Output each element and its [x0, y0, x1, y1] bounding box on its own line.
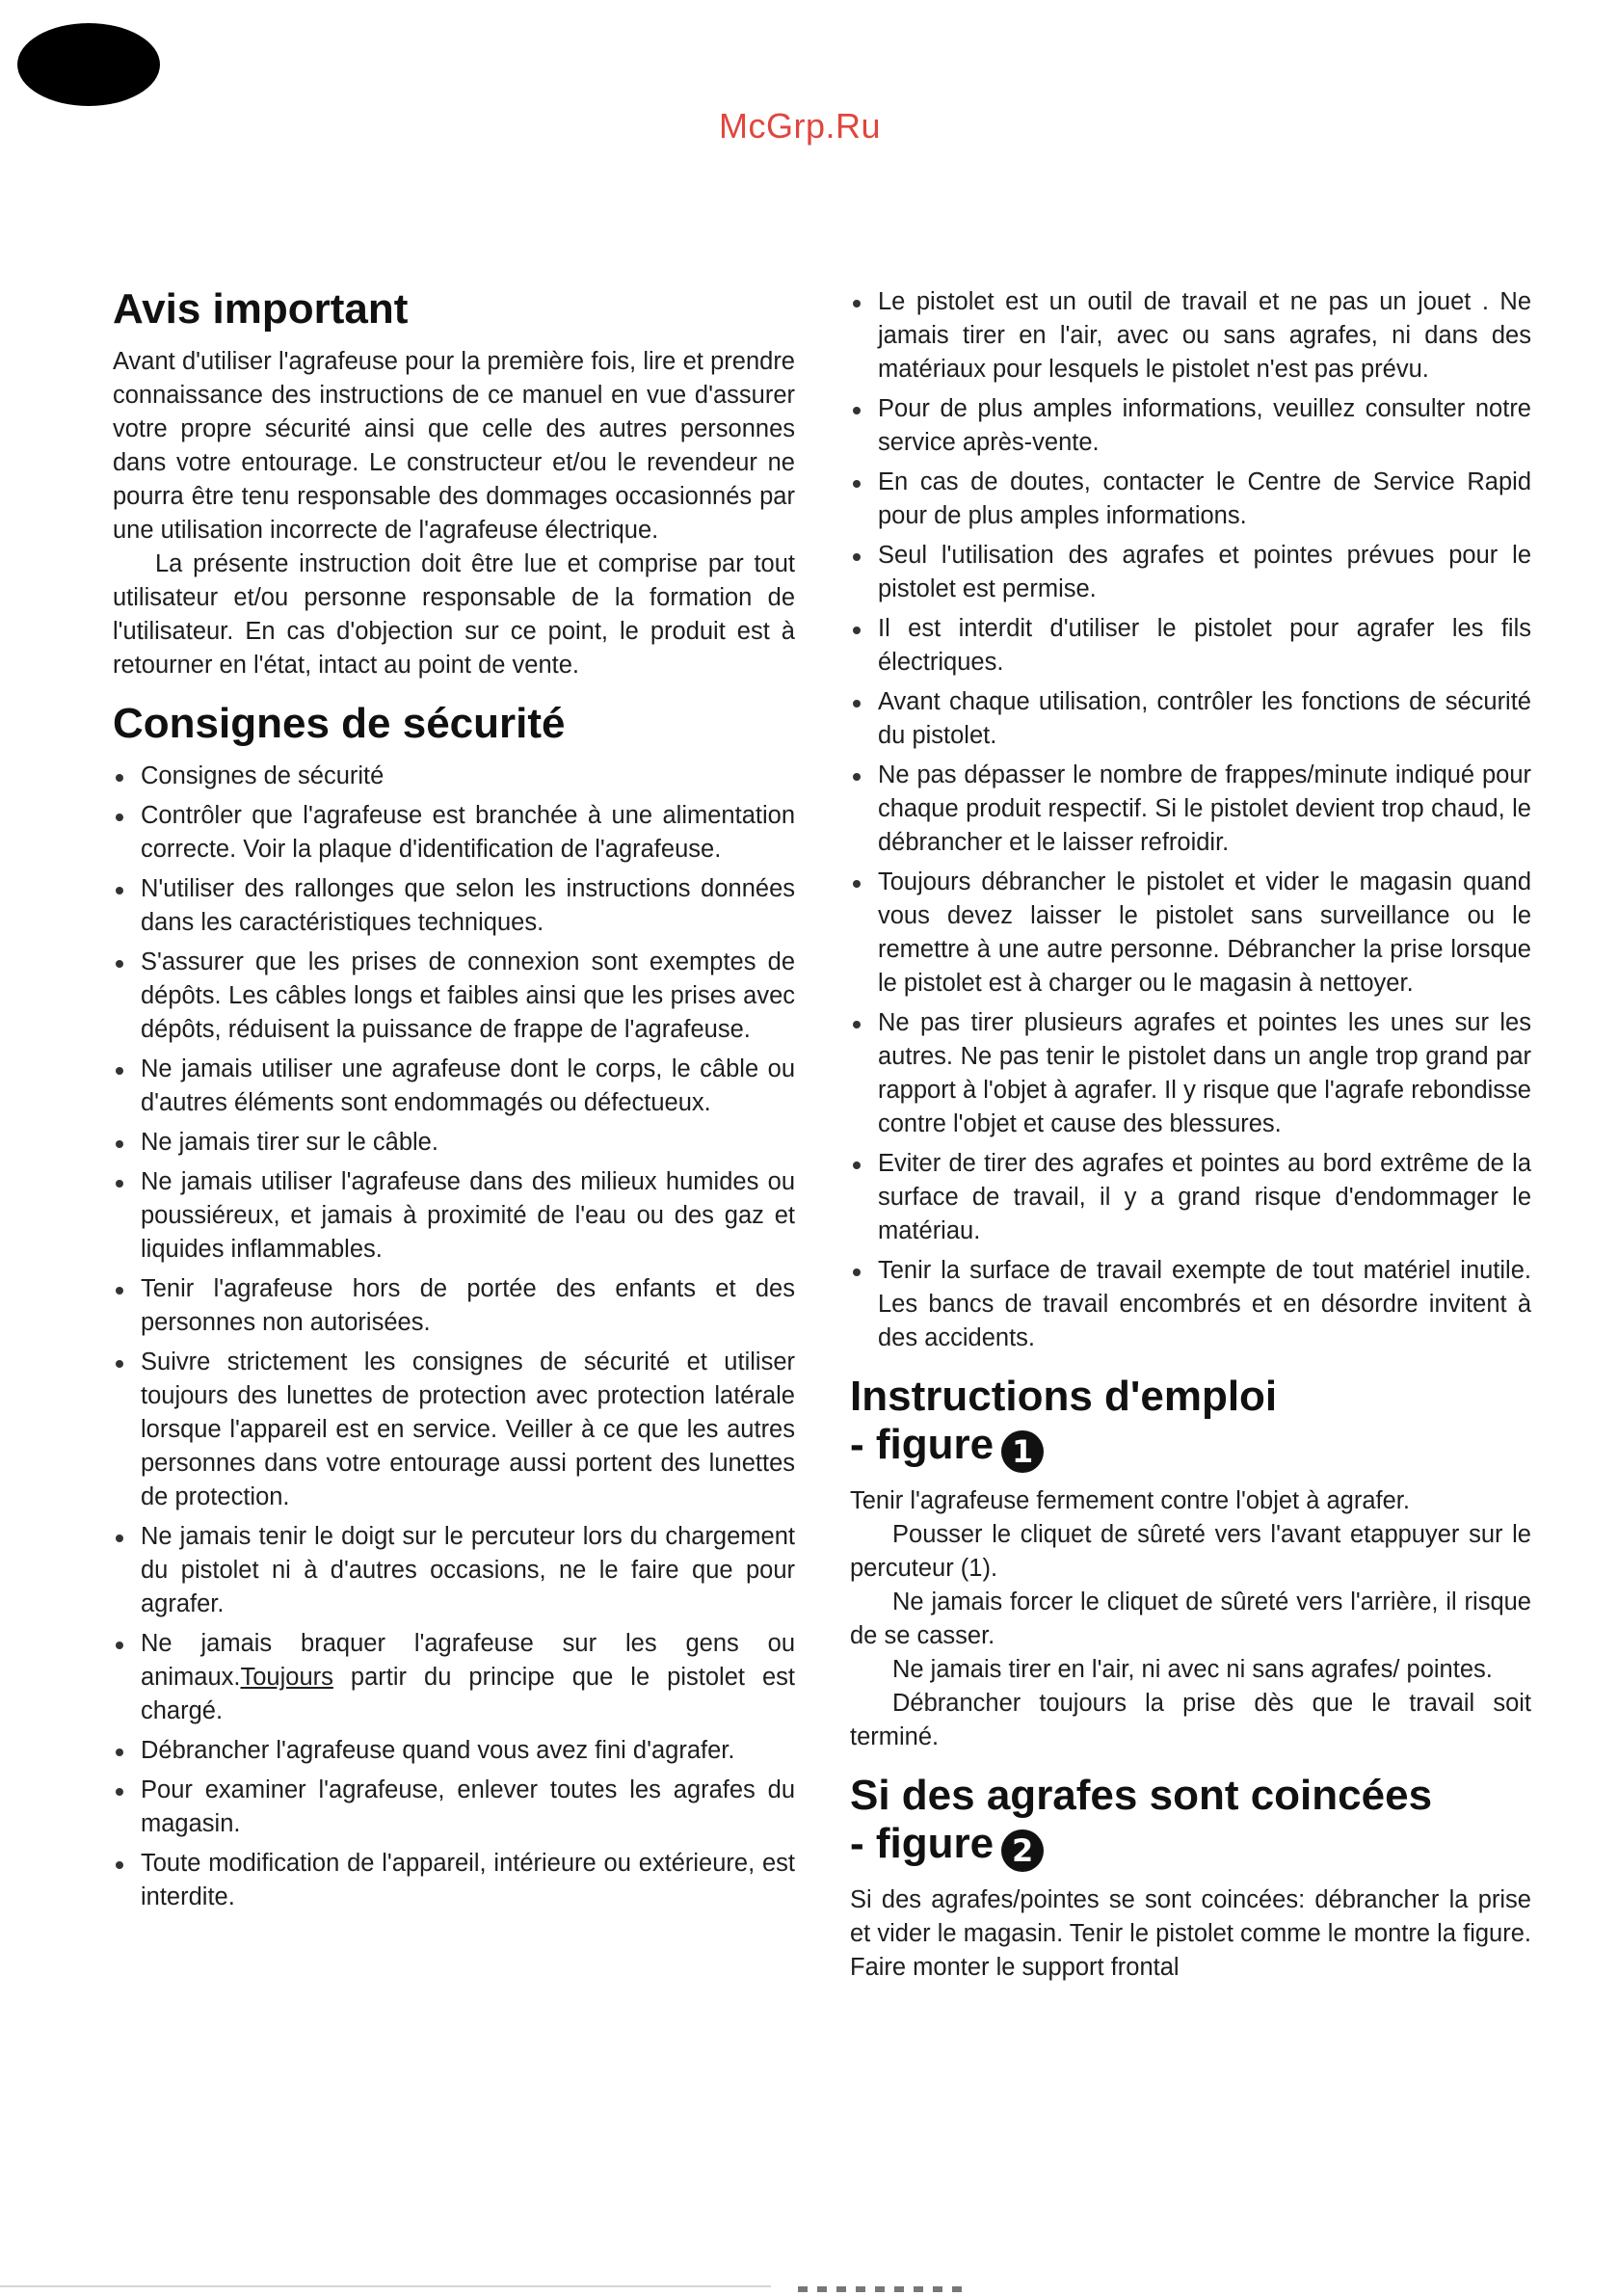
bullet-icon: [853, 1021, 861, 1028]
list-item: Toujours débrancher le pistolet et vider le magasin quand vous devez laisser le pistolet sans surveillance ou le remettre à une autre personne. Débrancher la prise lorsque le pistolet est à charger ou le magasin à nettoyer.: [850, 866, 1531, 1001]
safety-list-continued: [850, 285, 1531, 1355]
bullet-icon: [116, 1140, 123, 1148]
bullet-icon: [116, 1861, 123, 1869]
list-item: Pour de plus amples informations, veuillez consulter notre service après-vente.: [850, 392, 1531, 460]
figure-1-badge: 1: [1001, 1430, 1044, 1473]
left-column: [113, 285, 795, 1920]
footer-divider: [0, 2285, 771, 2287]
instructions-paragraph-1: Tenir l'agrafeuse fermement contre l'objet à agrafer.: [850, 1487, 1410, 1514]
bullet-icon: [853, 553, 861, 561]
bullet-icon: [853, 480, 861, 488]
bullet-icon: [116, 1067, 123, 1075]
bullet-icon: [853, 407, 861, 414]
watermark: McGrp.Ru: [719, 106, 882, 146]
instructions-paragraph-4: Ne jamais tirer en l'air, ni avec ni sans agrafes/ pointes.: [892, 1656, 1493, 1683]
right-column: [850, 285, 1531, 1985]
list-item: Ne jamais braquer l'agrafeuse sur les gens ou animaux.Toujours partir du principe que le pistolet est chargé.: [113, 1627, 795, 1728]
bullet-icon: [116, 814, 123, 821]
bullet-icon: [116, 1180, 123, 1188]
list-item: S'assurer que les prises de connexion sont exemptes de dépôts. Les câbles longs et faibles ainsi que les prises avec dépôts, réduisent la puissance de frappe de l'agrafeuse.: [113, 946, 795, 1047]
bullet-icon: [116, 960, 123, 968]
bullet-icon: [116, 1788, 123, 1796]
list-item: Le pistolet est un outil de travail et ne pas un jouet . Ne jamais tirer en l'air, avec ou sans agrafes, ni dans des matériaux pour lesquels le pistolet n'est pas prévu.: [850, 285, 1531, 387]
bullet-icon: [853, 880, 861, 888]
bullet-icon: [853, 300, 861, 307]
consignes-list: [113, 760, 795, 1914]
figure-2-badge: 2: [1001, 1829, 1044, 1872]
bullet-icon: [853, 700, 861, 707]
bullet-icon: [116, 1287, 123, 1295]
bullet-icon: [116, 1360, 123, 1368]
coincees-paragraph-1: Si des agrafes/pointes se sont coincées: débrancher la prise et vider le magasin. Tenir le pistolet comme le montre la figure. Faire monter le support frontal: [850, 1886, 1531, 1981]
footer-page-mark: [798, 2286, 971, 2292]
list-item: Tenir l'agrafeuse hors de portée des enfants et des personnes non autorisées.: [113, 1272, 795, 1340]
emphasis-toujours: Toujours: [240, 1664, 333, 1691]
avis-paragraph-1: Avant d'utiliser l'agrafeuse pour la première fois, lire et prendre connaissance des instructions de ce manuel en vue d'assurer votre propre sécurité ainsi que celle des autres personnes dans votre entourage. Le constructeur et/ou le revendeur ne pourra être tenu responsable des dommages occasionnés par une utilisation incorrecte de l'agrafeuse électrique.: [113, 348, 795, 544]
bullet-icon: [116, 1535, 123, 1542]
list-item: Toute modification de l'appareil, intérieure ou extérieure, est interdite.: [113, 1847, 795, 1914]
bullet-icon: [116, 887, 123, 894]
list-item: Pour examiner l'agrafeuse, enlever toutes les agrafes du magasin.: [113, 1774, 795, 1841]
bullet-icon: [853, 627, 861, 634]
language-tab-marker: [17, 23, 160, 106]
list-item: Ne pas tirer plusieurs agrafes et pointes les unes sur les autres. Ne pas tenir le pistolet dans un angle trop grand par rapport à l'objet à agrafer. Il y risque que l'agrafe rebondisse contre l'objet et cause des blessures.: [850, 1006, 1531, 1141]
bullet-icon: [853, 773, 861, 781]
list-item: Eviter de tirer des agrafes et pointes au bord extrême de la surface de travail, il y a grand risque d'endommager le matériau.: [850, 1147, 1531, 1248]
instructions-paragraph-2: Pousser le cliquet de sûreté vers l'avant etappuyer sur le percuteur (1).: [850, 1521, 1531, 1582]
avis-paragraph-2: La présente instruction doit être lue et comprise par tout utilisateur et/ou personne responsable de la formation de l'utilisateur. En cas d'objection sur ce point, le produit est à retourner en l'état, intact au point de vente.: [113, 550, 795, 679]
bullet-icon: [853, 1268, 861, 1276]
list-item: En cas de doutes, contacter le Centre de Service Rapid pour de plus amples informations.: [850, 466, 1531, 533]
list-item: Débrancher l'agrafeuse quand vous avez fini d'agrafer.: [113, 1734, 795, 1768]
consignes-title: Consignes de sécurité: [113, 700, 566, 747]
bullet-icon: [853, 1161, 861, 1169]
list-item: Seul l'utilisation des agrafes et pointes prévues pour le pistolet est permise.: [850, 539, 1531, 606]
list-item: N'utiliser des rallonges que selon les instructions données dans les caractéristiques techniques.: [113, 872, 795, 940]
list-item: Contrôler que l'agrafeuse est branchée à une alimentation correcte. Voir la plaque d'identification de l'agrafeuse.: [113, 799, 795, 867]
instructions-paragraph-3: Ne jamais forcer le cliquet de sûreté vers l'arrière, il risque de se casser.: [850, 1589, 1531, 1649]
coincees-title: Si des agrafes sont coincées - figure 2: [850, 1772, 1531, 1872]
avis-title: Avis important: [113, 285, 409, 333]
bullet-icon: [116, 1749, 123, 1756]
list-item: Ne jamais utiliser une agrafeuse dont le corps, le câble ou d'autres éléments sont endommagés ou défectueux.: [113, 1053, 795, 1120]
bullet-icon: [116, 1642, 123, 1649]
instructions-title: Instructions d'emploi - figure 1: [850, 1373, 1531, 1473]
list-item: Suivre strictement les consignes de sécurité et utiliser toujours des lunettes de protection avec protection latérale lorsque l'appareil est en service. Veiller à ce que les autres personnes dans votre entourage aussi portent des lunettes de protection.: [113, 1346, 795, 1514]
list-item: Ne jamais utiliser l'agrafeuse dans des milieux humides ou poussiéreux, et jamais à proximité de l'eau ou des gaz et liquides inflammables.: [113, 1165, 795, 1267]
list-item: Ne jamais tenir le doigt sur le percuteur lors du chargement du pistolet ni à d'autres occasions, ne le faire que pour agrafer.: [113, 1520, 795, 1621]
list-item: Il est interdit d'utiliser le pistolet pour agrafer les fils électriques.: [850, 612, 1531, 680]
list-item: Consignes de sécurité: [113, 760, 795, 793]
list-item: Ne pas dépasser le nombre de frappes/minute indiqué pour chaque produit respectif. Si le pistolet devient trop chaud, le débrancher et le laisser refroidir.: [850, 759, 1531, 860]
list-item: Ne jamais tirer sur le câble.: [113, 1126, 795, 1160]
list-item: Tenir la surface de travail exempte de tout matériel inutile. Les bancs de travail encombrés et en désordre invitent à des accidents.: [850, 1254, 1531, 1355]
list-item: Avant chaque utilisation, contrôler les fonctions de sécurité du pistolet.: [850, 685, 1531, 753]
bullet-icon: [116, 774, 123, 782]
instructions-paragraph-5: Débrancher toujours la prise dès que le travail soit terminé.: [850, 1690, 1531, 1750]
